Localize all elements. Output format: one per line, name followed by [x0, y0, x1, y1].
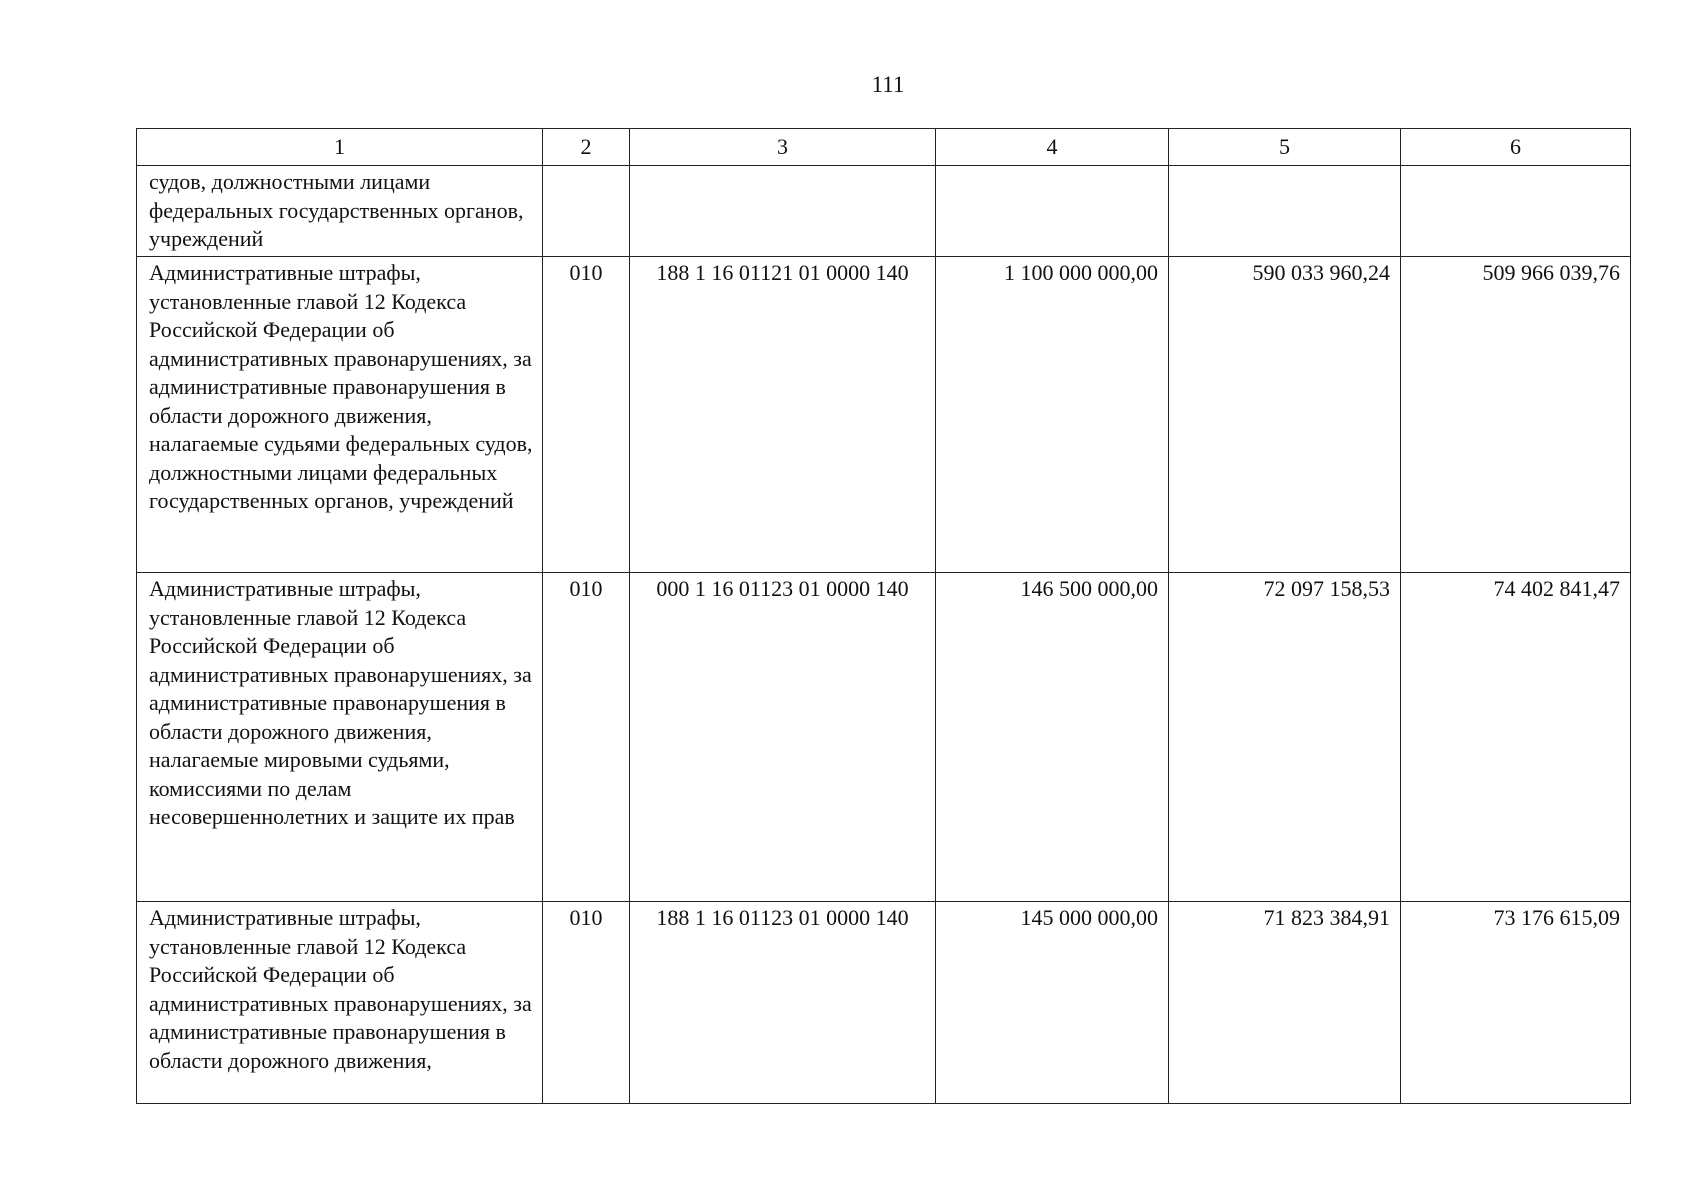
- budget-table: [136, 128, 1631, 1104]
- header-row: [137, 129, 1631, 166]
- row-kbk: 000 1 16 01123 01 0000 140: [630, 573, 936, 902]
- table-row: [137, 257, 1631, 573]
- row-unexecuted: 73 176 615,09: [1401, 902, 1631, 1104]
- row-kbk: 188 1 16 01123 01 0000 140: [630, 902, 936, 1104]
- header-col-1: 1: [137, 129, 543, 166]
- row-kbk: 188 1 16 01121 01 0000 140: [630, 257, 936, 573]
- row-approved: [936, 166, 1169, 257]
- row-name: судов, должностными лицами федеральных государственных органов, учреждений: [137, 166, 543, 257]
- table-row: [137, 166, 1631, 257]
- header-col-4: 4: [936, 129, 1169, 166]
- row-code: 010: [543, 573, 630, 902]
- row-kbk: [630, 166, 936, 257]
- table-row: [137, 573, 1631, 902]
- row-approved: 1 100 000 000,00: [936, 257, 1169, 573]
- row-code: 010: [543, 257, 630, 573]
- row-name: Административные штрафы, установленные главой 12 Кодекса Российской Федерации об административных правонарушениях, за административные правонарушения в области дорожного движения,: [137, 902, 543, 1104]
- row-unexecuted: 509 966 039,76: [1401, 257, 1631, 573]
- row-executed: 71 823 384,91: [1169, 902, 1401, 1104]
- header-col-3: 3: [630, 129, 936, 166]
- header-col-5: 5: [1169, 129, 1401, 166]
- row-approved: 145 000 000,00: [936, 902, 1169, 1104]
- row-code: 010: [543, 902, 630, 1104]
- row-code: [543, 166, 630, 257]
- row-executed: 590 033 960,24: [1169, 257, 1401, 573]
- row-name: Административные штрафы, установленные главой 12 Кодекса Российской Федерации об административных правонарушениях, за административные правонарушения в области дорожного движения, налагаемые судьями федеральных судов, должностными лицами федеральных государственных органов, учреждений: [137, 257, 543, 573]
- page-number: 111: [871, 72, 905, 97]
- row-unexecuted: [1401, 166, 1631, 257]
- table-row: [137, 902, 1631, 1104]
- row-approved: 146 500 000,00: [936, 573, 1169, 902]
- row-executed: 72 097 158,53: [1169, 573, 1401, 902]
- header-col-2: 2: [543, 129, 630, 166]
- header-col-6: 6: [1401, 129, 1631, 166]
- row-unexecuted: 74 402 841,47: [1401, 573, 1631, 902]
- row-name: Административные штрафы, установленные главой 12 Кодекса Российской Федерации об административных правонарушениях, за административные правонарушения в области дорожного движения, налагаемые мировыми судьями, комиссиями по делам несовершеннолетних и защите их прав: [137, 573, 543, 902]
- row-executed: [1169, 166, 1401, 257]
